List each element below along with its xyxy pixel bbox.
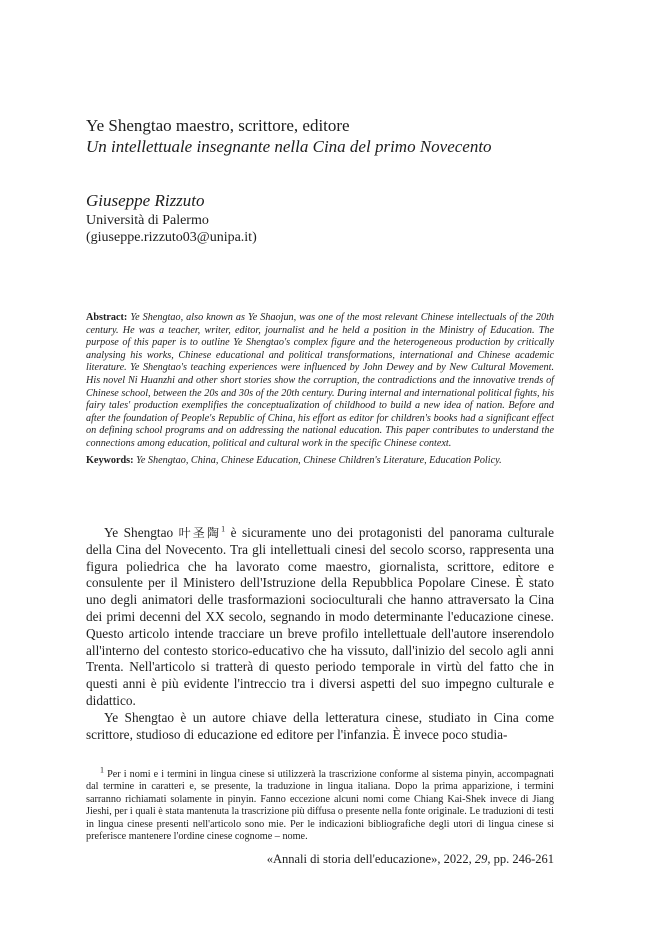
author-email: (giuseppe.rizzuto03@unipa.it): [86, 230, 257, 245]
body-paragraph-1: [86, 525, 554, 710]
keywords-label: Keywords: [86, 454, 131, 466]
journal-volume: 29: [474, 852, 488, 866]
author-block: [86, 190, 554, 246]
footnote-mark-1: 1: [100, 765, 104, 775]
abstract: [86, 312, 554, 467]
footnote-ref-1[interactable]: 1: [221, 524, 226, 534]
keywords-text: Ye Shengtao, China, Chinese Education, Chinese Children's Literature, Education Policy.: [136, 454, 502, 466]
footnote-1: [86, 765, 554, 843]
paper-page: [86, 0, 554, 928]
title-block: [86, 115, 554, 157]
abstract-colon: :: [123, 312, 131, 323]
body-p1-lead: Ye Shengtao: [104, 525, 174, 540]
journal-citation: [267, 852, 554, 867]
keywords-colon: :: [130, 454, 137, 466]
body-p1-rest: è sicuramente uno dei protagonisti del panorama culturale della Cina del Novecento. Tra gli intellettuali cinesi del secolo scorso, rappresenta una figura poliedrica che ha lavorato come maestro, giornalista, scrittore, editore e consulente per il Ministero dell'Istruzione della Repubblica Popolare Cinese. È stato uno degli animatori delle trasformazioni socioculturali che hanno attraversato la Cina dei primi decenni del XX secolo, segnando in modo determinante l'educazione cinese. Questo articolo intende tracciare un breve profilo intellettuale dell'autore inserendolo all'interno del contesto storico-educativo che ha vissuto, dall'inizio del secolo agli anni Trenta. Nell'articolo si tratterà di questo periodo temporale in virtù del fatto che in questi anni è più evidente l'intreccio tra i diversi aspetti del suo impegno culturale e didattico.: [86, 525, 554, 708]
body-paragraph-2: Ye Shengtao è un autore chiave della letteratura cinese, studiato in Cina come scrittore, studioso di educazione ed editore per l'infanzia. È invece poco studia-: [86, 709, 554, 742]
author-name: Giuseppe Rizzuto: [86, 191, 205, 210]
article-title: Ye Shengtao maestro, scrittore, editore: [86, 116, 350, 135]
footnote: [86, 765, 554, 843]
body-text: [86, 525, 554, 743]
author-affiliation: Università di Palermo: [86, 213, 209, 228]
abstract-paragraph: [86, 312, 554, 451]
journal-name: «Annali di storia dell'educazione», 2022,: [266, 852, 472, 866]
abstract-label: Abstract: [86, 312, 124, 323]
footnote-text: Per i nomi e i termini in lingua cinese si utilizzerà la trascrizione conforme al sistema pinyin, accompagnati dal termine in caratteri e, se presente, la traduzione in lingua italiana. Dopo la prima apparizione, i termini sarranno richiamati solamente in pinyin. Fanno eccezione alcuni nomi come Chiang Kai-Shek invece di Jiang Jieshi, per i quali è stata mantenuta la trascrizione più diffusa o presente nella fonte originale. Le traduzioni di testi in lingua cinese presenti nell'articolo sono mie. Per le indicazioni bibliografiche degli utori di lingua cinese si preferisce mantenere l'ordine cinese cognome – nome.: [86, 769, 554, 843]
abstract-text: Ye Shengtao, also known as Ye Shaojun, was one of the most relevant Chinese intellectuals of the 20th century. He was a teacher, writer, editor, journalist and he held a position in the Ministry of Education. The purpose of this paper is to outline Ye Shengtao's complex figure and the heterogeneous production by critically analysing his works, Chinese educational and political transformations, international and Chinese academic literature. Ye Shengtao's teaching experiences were influenced by John Dewey and by New Cultural Movement. His novel Ni Huanzhi and other short stories show the corruption, the contradictions and the innovative trends of Chinese school, between the 20s and 30s of the 20th century. During internal and international political fights, his fairy tales' production exemplifies the conceptualization of childhood to build a new idea of nation. Before and after the foundation of People's Republic of China, his effort as editor for children's books had a significant effect on defining school programs and on addressing the national education. This paper contributes to understand the connections among education, political and cultural work in the specific Chinese context.: [86, 312, 554, 449]
journal-pages: , pp. 246-261: [487, 852, 554, 866]
body-p1-chinese-name: 叶圣陶: [178, 526, 222, 540]
article-subtitle: Un intellettuale insegnante nella Cina del primo Novecento: [86, 137, 492, 156]
keywords-paragraph: [86, 455, 554, 468]
